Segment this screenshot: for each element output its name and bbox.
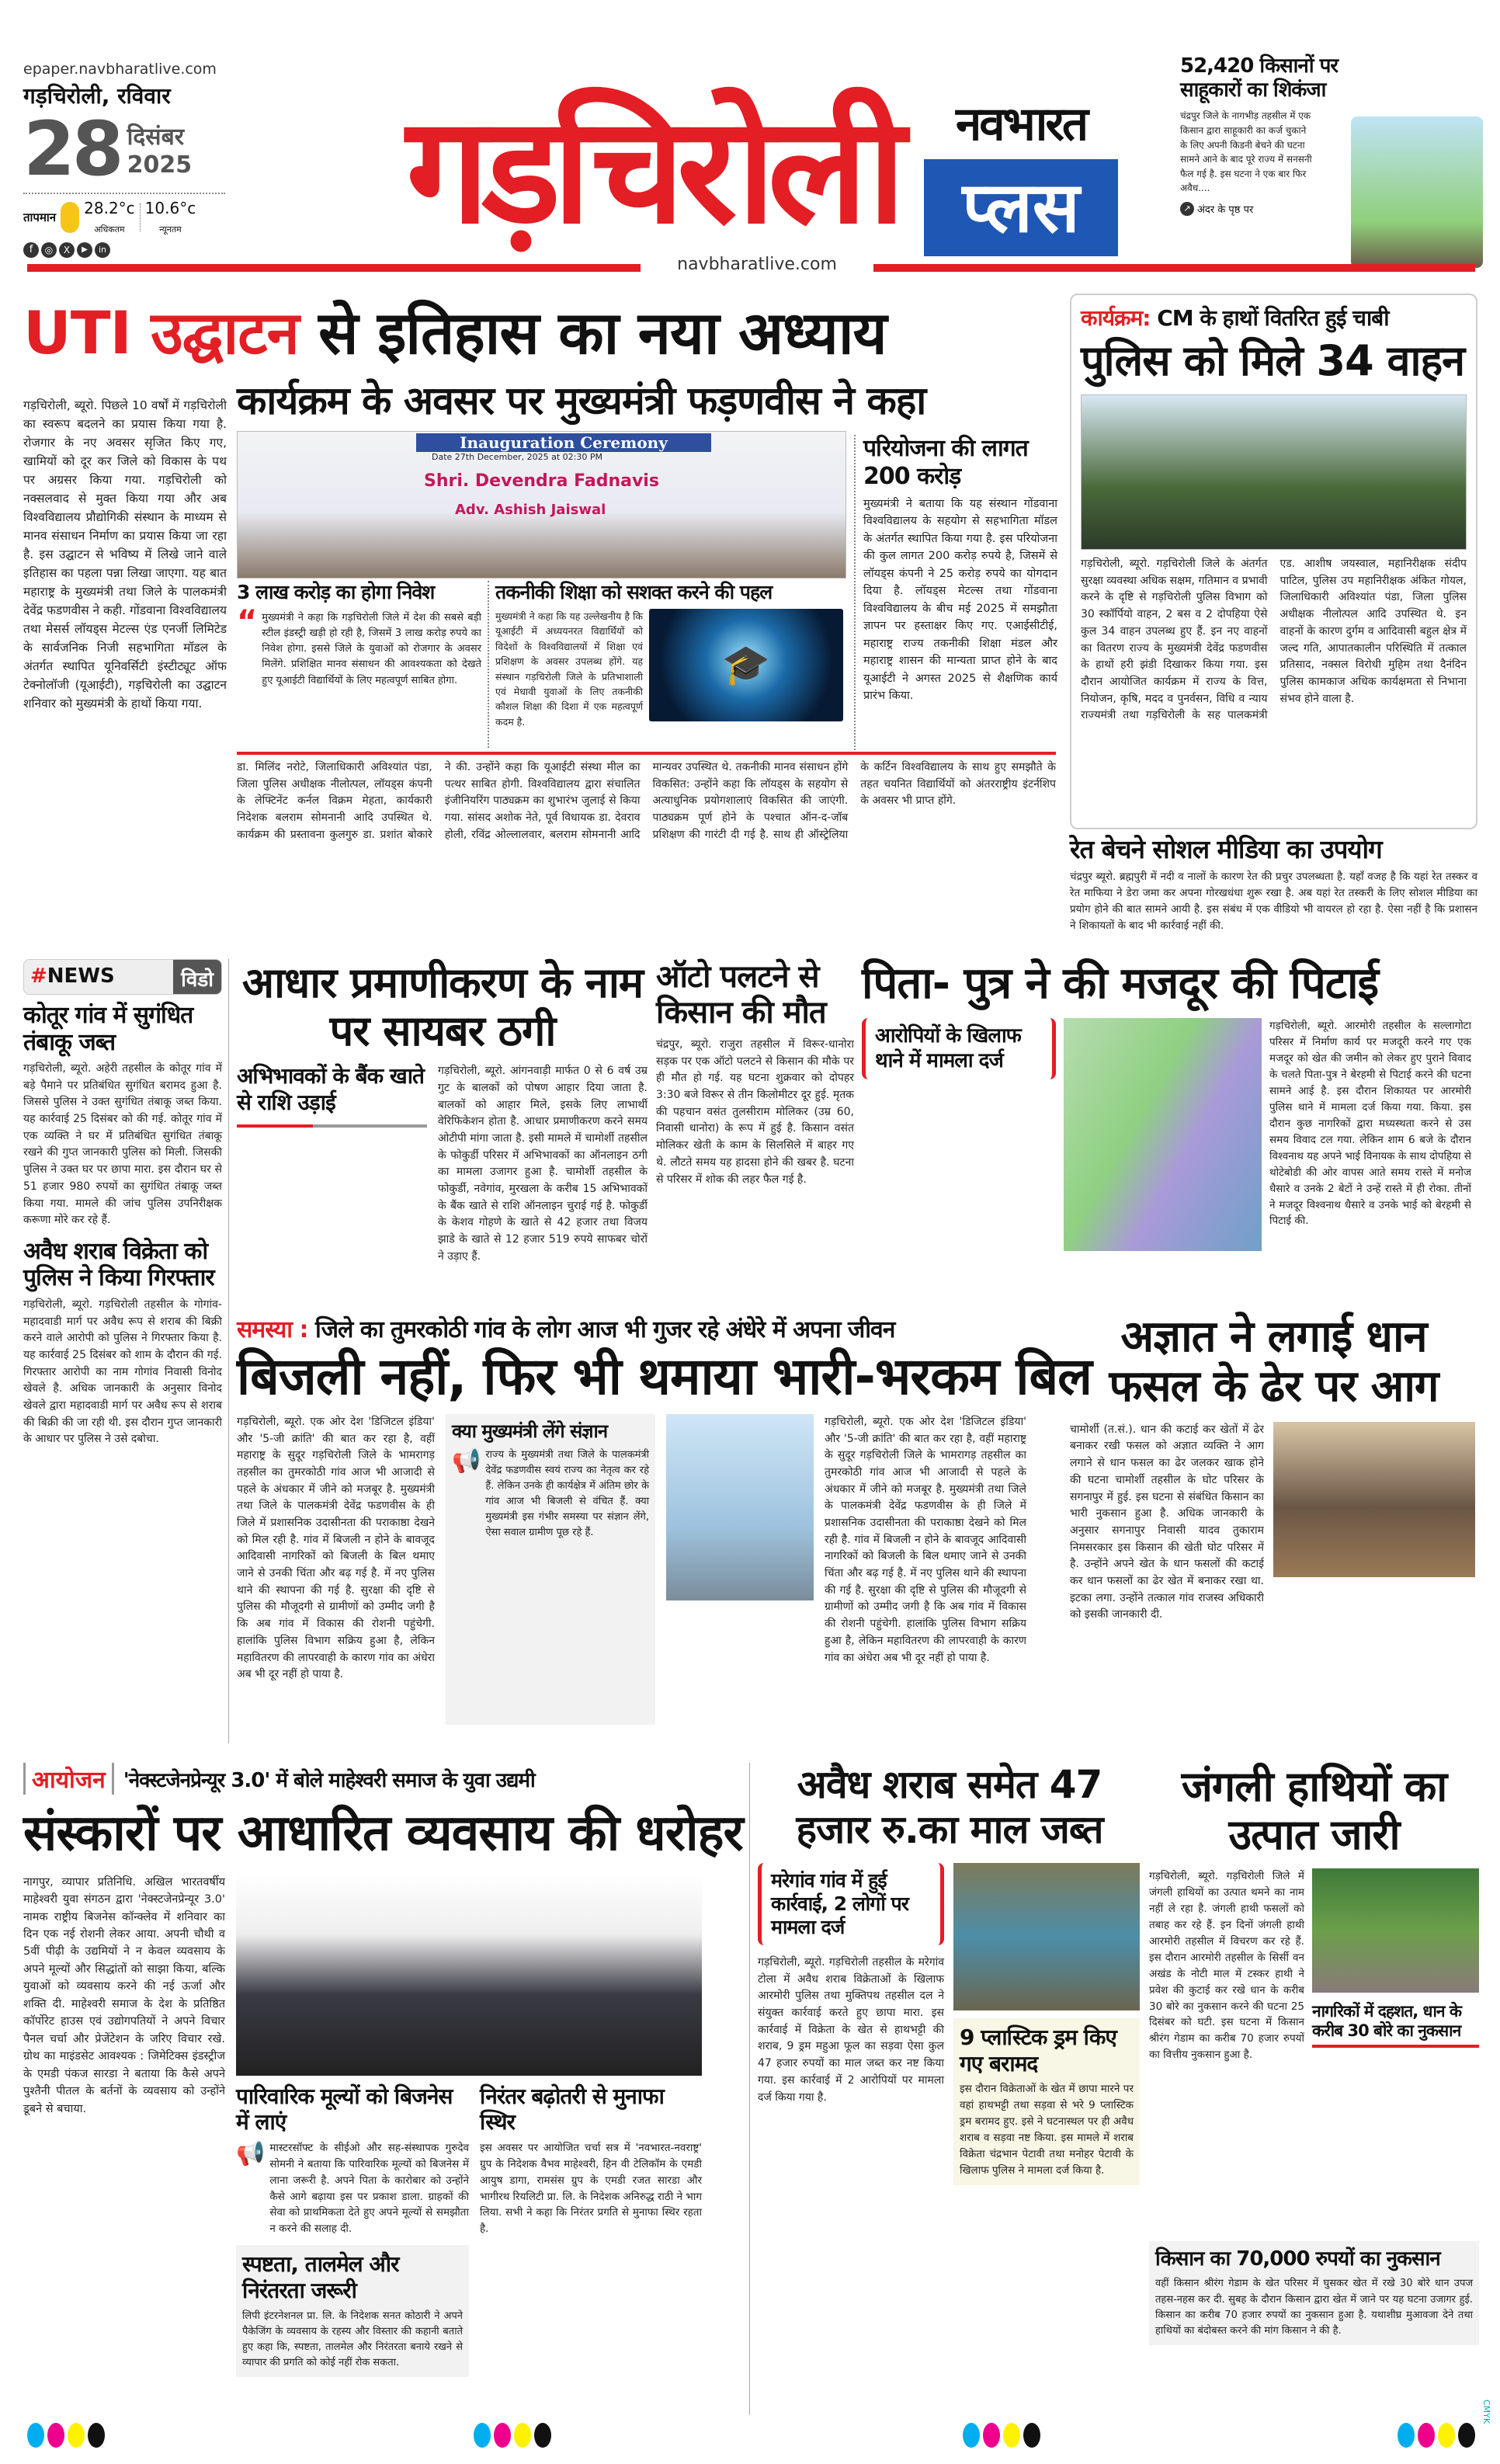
aadhar-subhead: अभिभावकों के बैंक खाते से राशि उड़ाई: [237, 1063, 424, 1115]
liquor-arrest-text: गड़चिरोली, ब्यूरो. गड़चिरोली तहसील के गोगांव- महादवाडी मार्ग पर अवैध रूप से शराब की बिक्री करने वाले आरोपी को पुलिस ने गिरफ्तार किया है. यह कार्रवाई 25 दिसंबर को शाम के दौरान की गई. गिरफ्तार आरोपी का नाम गोगांव निवासी विनोद खेवले है. अधिक जानकारी के अनुसार विनोद खेवले द्वारा महादवाडी मार्ग पर अवैध रूप से शराब की बिक्री की जा रही थी. इस दौरान गुप्त जानकारी के आधार पर पुलिस ने उसे दबोचा.: [23, 1298, 222, 1446]
registration-marks-2: [474, 2423, 551, 2448]
lead-headline: [23, 299, 1064, 367]
lead-intro: गड़चिरोली, ब्यूरो. पिछले 10 वर्षों में गड़चिरोली का स्वरूप बदलने का प्रयास किया गया है. रोजगार के नए अवसर सृजित किए गए, खामियों को दूर कर जिले को विकास के पथ पर अग्रसर किया गया. गड़चिरोली को नक्सलवाद से मुक्त किया गया और अब विश्वविद्यालय प्रौद्योगिकी संस्थान के माध्यम से मानव संसाधन निर्माण का प्रयास किया जा रहा है. इस उद्घाटन से भविष्य में लिखे जाने वाले इतिहास का पहला पन्ना लिखा जाएगा. यह बात महाराष्ट्र के मुख्यमंत्री तथा जिले के पालकमंत्री देवेंद्र फडणवीस ने कही. गोंडवाना विश्वविद्यालय तथा मेसर्स लॉयड्स मेटल्स एंड एनर्जी लिमिटेड के सार्वजनिक निजी सहभागिता मॉडल के अंतर्गत स्थापित यूनिवर्सिटी इंस्टीट्यूट ऑफ टेक्नोलॉजी (यूआईटी), गड़चिरोली का उद्घाटन शनिवार को मुख्यमंत्री के हाथों किया गया.: [23, 398, 227, 711]
police-vehicles-story: [1070, 294, 1477, 829]
news-tag: विडो: [173, 960, 221, 994]
police-ceremony-photo: [1081, 394, 1467, 550]
lead-divider: [237, 752, 1056, 755]
labour-headline: पिता- पुत्र ने की मजदूर की पिटाई: [862, 958, 1378, 1009]
lead-subhead: कार्यक्रम के अवसर पर मुख्यमंत्री फड़णवीस ने कहा: [237, 378, 926, 423]
x-icon[interactable]: X: [59, 242, 75, 258]
temp-min-label: न्यूनतम: [159, 224, 182, 235]
registration-marks-1: [27, 2423, 105, 2448]
teaser-text: चंद्रपुर जिले के नागभीड़ तहसील में एक किसान द्वारा साहूकारी का कर्ज चुकाने के लिए अपनी किडनी बेचने की घटना सामने आने के बाद पूरे राज्य में सनसनी फैल गई है. इस घटना ने एक बार फिर अवैध....: [1180, 110, 1312, 194]
temperature: [23, 199, 241, 236]
paddy-headline: अज्ञात ने लगाई धान फसल के ढेर पर आग: [1109, 1312, 1439, 1413]
site-link[interactable]: epaper.navbharatlive.com: [23, 61, 217, 78]
police-headline: पुलिस को मिले 34 वाहन: [1081, 336, 1465, 385]
masthead-rule-right: [873, 264, 1475, 272]
photo-guest-text: Adv. Ashish Jaiswal: [455, 502, 606, 518]
date-day: 28: [23, 106, 121, 193]
event-kicker: आयोजन: [23, 1763, 114, 1795]
news-label: NEWS: [47, 964, 115, 988]
family-values-title: पारिवारिक मूल्यों को बिजनेस में लाएं: [236, 2083, 453, 2136]
event-headline: संस्कारों पर आधारित व्यवसाय की धरोहर: [23, 1805, 743, 1862]
instagram-icon[interactable]: ◎: [41, 242, 57, 258]
electricity-kicker: समस्या :: [237, 1316, 308, 1343]
social-links: [23, 242, 241, 258]
labour-assault-story: [862, 959, 1479, 1285]
elephant-story: [1149, 1763, 1479, 2415]
project-cost-text: मुख्यमंत्री ने बताया कि यह संस्थान गोंडवाना विश्वविद्यालय के सहयोग से सहभागिता मॉडल के अंतर्गत स्थापित किया गया है. इस परियोजना की कुल लागत 200 करोड़ रुपये है, जिसमें से लॉयड्स कंपनी ने 25 करोड़ रुपये का योगदान दिया है. लॉयड्स मेटल्स तथा गोंडवाना विश्वविद्यालय के बीच मई 2025 में समझौता ज्ञापन पर हस्ताक्षर किए गए. एआईसीटीई, महाराष्ट्र राज्य तकनीकी शिक्षा मंडल और महाराष्ट्र शासन की मान्यता प्राप्त होने के बाद यूआईटी ने अगस्त 2025 से शैक्षणिक कार्य प्रारंभ किया.: [863, 498, 1057, 703]
clarity-text: लिपी इंटरनेशनल प्रा. लि. के निदेशक सनत कोठारी ने अपने पैकेजिंग के व्यवसाय के रहस्य और विस्तार की कहानी बताते हुए कहा कि, स्पष्टता, तालमेल और निरंतरता बनाये रखने से व्यापार की प्रगति को कोई नहीं रोक सकता.: [242, 2309, 463, 2368]
aadhar-headline: आधार प्रमाणीकरण के नाम पर सायबर ठगी: [241, 958, 644, 1056]
teaser-more-link[interactable]: अंदर के पृष्ठ पर: [1197, 203, 1254, 216]
date-month: दिसंबर: [127, 123, 184, 151]
clarity-title: स्पष्टता, तालमेल और निरंतरता जरूरी: [242, 2251, 399, 2303]
photo-name-text: Shri. Devendra Fadnavis: [424, 471, 659, 491]
brand-bottom: प्लस: [924, 159, 1118, 256]
temp-min: 10.6°c: [144, 199, 196, 217]
liquor-arrest-headline: अवैध शराब विक्रेता को पुलिस ने किया गिरफ्तार: [23, 1237, 214, 1292]
tobacco-headline: कोतूर गांव में सुगंधित तंबाकू जब्त: [23, 1002, 193, 1056]
sand-headline: रेत बेचने सोशल मीडिया का उपयोग: [1070, 834, 1382, 864]
elephant-text: गड़चिरोली, ब्यूरो. गड़चिरोली जिले में जंगली हाथियों का उत्पात थमने का नाम नहीं ले रहा है. जंगली हाथी फसलों को तबाह कर रहे हैं. इन दिनों जंगली हाथी आरमोरी तहसील में विचरण कर रहे हैं. इस दौरान आरमोरी तहसील के सिर्सी वन अखंड के नोटी माल में टस्कर हाथी ने प्रवेश की कुटाई कर रखे धान के करीब 30 बोरे का नुकसान करने की घटना 25 दिसंबर को घटी. इस घटना में किसान श्रीरंग गेडाम का करीब 70 हजार रुपयों का वित्तीय नुकसान हुआ है.: [1149, 1870, 1304, 2062]
farmer-well-illustration: [1351, 116, 1483, 268]
project-cost-column: [854, 435, 1057, 753]
photo-date-text: Date 27th December, 2025 at 02:30 PM: [432, 452, 602, 462]
steady-profit-text: इस अवसर पर आयोजित चर्चा सत्र में 'नवभारत-नवराष्ट्र' ग्रुप के निदेशक वैभव माहेश्वरी, हिन वी टेलिकॉम के एमडी आयुष डागा, रामसंस ग्रुप के एमडी रजत सारडा और भागीरथ रियलिटी प्रा. लि. के निदेशक अनिरुद्ध राठी ने भाग लिया. सभी ने कहा कि निरंतर प्रगति से मुनाफा स्थिर रहता है.: [480, 2141, 702, 2236]
linkedin-icon[interactable]: in: [95, 242, 110, 258]
website-url[interactable]: navbharatlive.com: [677, 255, 837, 274]
temp-label: तापमान: [23, 210, 57, 224]
temp-max: 28.2°c: [84, 199, 135, 217]
cm-notice-text: राज्य के मुख्यमंत्री तथा जिले के पालकमंत्री देवेंद्र फडणवीस स्वयं राज्य का नेतृत्व कर रहे हैं. लेकिन उनके ही कार्यक्षेत्र में अंतिम छोर के गांव आज भी बिजली से वंचित हैं. क्या मुख्यमंत्री इस गंभीर समस्या पर संज्ञान लेंगे, ऐसा सवाल ग्रामीण पूछ रहे हैं.: [485, 1448, 649, 1539]
hash-icon: #: [30, 964, 47, 988]
panel-discussion-photo: [236, 1874, 702, 2076]
paddy-fire-story: [1070, 1312, 1477, 1743]
auto-accident-story: [656, 959, 854, 1285]
technical-education-box: [488, 581, 849, 748]
teaser-box[interactable]: [1180, 54, 1483, 268]
investment-text: मुख्यमंत्री ने कहा कि गड़चिरोली जिले में देश की सबसे बड़ी स्टील इंडस्ट्री खड़ी हो रही है, जिसमें 3 लाख करोड़ रुपये का निवेश होगा. इससे जिले के युवाओं को रोजगार के अवसर मिलेंगे. प्रशिक्षित मानव संसाधन की आवश्यकता को देखते हुए यूआईटी विद्यार्थियों के लिए महत्वपूर्ण साबित होगा.: [262, 612, 481, 686]
electricity-headline: बिजली नहीं, फिर भी थमाया भारी-भरकम बिल: [237, 1347, 1092, 1406]
electricity-kicker-text: जिले का तुमरकोठी गांव के लोग आज भी गुजर रहे अंधेरे में अपना जीवन: [314, 1316, 895, 1343]
assault-illustration: [1064, 1018, 1262, 1251]
elephant-photo: [1312, 1868, 1479, 1993]
aadhar-text: गड़चिरोली, ब्यूरो. आंगनवाड़ी मार्फत 0 से 6 वर्ष उम्र गुट के बालकों को पोषण आहार दिया जाता है. बालकों को आहार मिले, इसके लिए लाभार्थी वेरिफिकेशन होता है. आधार प्रमाणीकरण करने समय ओटीपी मांगा जाता है. इसी मामले में चामोर्शी तहसील के फोकुर्डी परिसर में अभिभावकों का ऑनलाइन ठगी का मामला उजागर हुआ है. चामोर्शी तहसील के फोकुर्डी, नवेगांव, मुरखला के करीब 15 अभिभावकों के बैंक खाते से राशि ऑनलाइन चुराई गई है. फोकुर्डी के केशव गोहणे के खाते से 42 हजार तथा विजय झाडे के खाते से 12 हजार 519 रुपये साफबर चोरों ने उड़ाए हैं.: [438, 1065, 648, 1263]
event-kicker-text: 'नेक्स्टजेनप्रेन्यूर 3.0' में बोले माहेश्वरी समाज के युवा उद्यमी: [123, 1768, 535, 1792]
seizure-box: मरेगांव गांव में हुई कार्रवाई, 2 लोगों पर मामला दर्ज: [758, 1863, 944, 1945]
family-values-text: मास्टरसॉफ्ट के सीईओ और सह-संस्थापक गुरुदेव सोमनी ने बताया कि पारिवारिक मूल्यों को बिजनेस में लाना जरूरी है. अपने पिता के कारोबार को उन्होंने कैसे आगे बढ़ाया इस पर प्रकाश डाला. ग्राहकों की सेवा को प्राथमिकता देते हुए अपने मूल्यों से समझौता न करने की सलाह दी.: [269, 2141, 469, 2236]
farmer-loss-title: किसान का 70,000 रुपयों का नुकसान: [1155, 2247, 1440, 2271]
registration-marks-3: [963, 2423, 1040, 2448]
electricity-text: गड़चिरोली, ब्यूरो. एक ओर देश 'डिजिटल इंडिया' और '5-जी क्रांति' की बात कर रहा है, वहीं महाराष्ट्र के सुदूर गड़चिरोली जिले के भामरागड़ तहसील का तुमरकोठी गांव आज भी आजादी से पहले के अंधकार में जीने को मजबूर है. मुख्यमंत्री तथा जिले के पालकमंत्री देवेंद्र फडणवीस के ही जिले में प्रशासनिक उदासीनता की पराकाष्ठा देखने को मिल रही है. गांव में बिजली न होने के बावजूद आदिवासी नागरिकों को बिजली के बिल थमाए जाने से उनकी चिंता और बढ़ गई है. में नए पुलिस थाने की स्थापना की गई है. सुरक्षा की दृष्टि से पुलिस की मौजूदगी से ग्रामीणों को उम्मीद जगी है कि अब गांव में विकास की रोशनी पहुंचेगी. हालांकि पुलिस विभाग सक्रिय हुआ है, लेकिन महावितरण की लापरवाही के कारण गांव का अंधेरा अब भी दूर नहीं हो पाया है.: [237, 1415, 435, 1681]
drums-title: 9 प्लास्टिक ड्रम किए गए बरामद: [960, 2024, 1116, 2077]
cm-notice-title: क्या मुख्यमंत्री लेंगे संज्ञान: [452, 1420, 608, 1442]
aadhar-fraud-story: [237, 959, 648, 1285]
investment-title: 3 लाख करोड़ का होगा निवेश: [237, 581, 435, 603]
photo-banner-text: Inauguration Ceremony: [416, 433, 711, 452]
technical-education-text: मुख्यमंत्री ने कहा कि यह उल्लेखनीय है कि यूआईटी में अध्ययनरत विद्यार्थियों को विदेशों के विश्वविद्यालयों में शिक्षा एवं प्रशिक्षण के अवसर उपलब्ध होंगे. यह संस्थान गड़चिरोली जिले के प्रतिभाशाली एवं मेधावी युवाओं के लिए तकनीकी कौशल शिक्षा की दिशा में एक महत्वपूर्ण कदम है.: [495, 610, 643, 728]
seizure-text: गड़चिरोली, ब्यूरो. गड़चिरोली तहसील के मरेगांव टोला में अवैध शराब विक्रेताओं के खिलाफ आरमोरी पुलिस तथा मुक्तिपथ तहसील दल ने संयुक्त कार्रवाई करते हुए छापा मारा. इस कार्रवाई में विक्रेता के खेत से हाथभट्टी की शराब, 9 ड्रम महुआ फूल का सड़वा ऐसा कुल 47 हजार रुपयों का माल जब्त कर नष्ट किया गया. इस कार्रवाई में 2 आरोपियों पर मामला दर्ज किया गया है.: [758, 1956, 944, 2104]
electricity-text-continued: गड़चिरोली, ब्यूरो. एक ओर देश 'डिजिटल इंडिया' और '5-जी क्रांति' की बात कर रहा है, वहीं महाराष्ट्र के सुदूर गड़चिरोली जिले के भामरागड़ तहसील का तुमरकोठी गांव आज भी आजादी से पहले के अंधकार में जीने को मजबूर है. मुख्यमंत्री तथा जिले के पालकमंत्री देवेंद्र फडणवीस के ही जिले में प्रशासनिक उदासीनता की पराकाष्ठा देखने को मिल रही है. गांव में बिजली न होने के बावजूद आदिवासी नागरिकों को बिजली के बिल थमाए जाने से उनकी चिंता और बढ़ गई है. में नए पुलिस थाने की स्थापना की गई है. सुरक्षा की दृष्टि से पुलिस की मौजूदगी से ग्रामीणों को उम्मीद जगी है कि अब गांव में विकास की रोशनी पहुंचेगी. हालांकि पुलिस विभाग सक्रिय हुआ है, लेकिन महावितरण की लापरवाही के कारण गांव का अंधेरा अब भी दूर नहीं हो पाया है.: [825, 1415, 1026, 1664]
lead-headline-highlight: UTI उद्घाटन: [23, 298, 299, 367]
police-kicker: कार्यक्रम:: [1081, 305, 1151, 331]
teaser-title: 52,420 किसानों पर साहूकारों का शिकंजा: [1180, 54, 1339, 103]
elephant-subhead: नागरिकों में दहशत, धान के करीब 30 बोरे का नुकसान: [1312, 2002, 1479, 2047]
temp-max-label: अधिकतम: [94, 224, 125, 235]
electric-pole-photo: [666, 1414, 814, 1600]
liquor-seizure-story: [749, 1763, 1141, 2415]
lead-headline-text: से इतिहास का नया अध्याय: [318, 298, 887, 367]
labour-box: आरोपियों के खिलाफ थाने में मामला दर्ज: [862, 1018, 1056, 1079]
drums-text: इस दौरान विक्रेताओं के खेत में छापा मारने पर वहां हाथभट्टी तथा सड़वा से भरे 9 प्लास्टिक ड्रम बरामद हुए. इसे ने घटनास्थल पर ही अवैध शराब व सड़वा नष्ट किया. इस मामले में शराब विक्रेता चंद्रभान पेटावी तथा मनोहर पेटावी के खिलाफ पुलिस ने मामला दर्ज किया है.: [960, 2083, 1134, 2177]
newspaper-logo: गड़चिरोली: [406, 85, 898, 256]
facebook-icon[interactable]: f: [23, 242, 39, 258]
farmer-loss-text: वहीं किसान श्रीरंग गेडाम के खेत परिसर में घुसकर खेत में रखे 30 बोरे धान उपज तहस-नहस कर दी. सुबह के दौरान किसान द्वारा खेत में जाने पर यह घटना उजागर हुई. किसान का करीब 70 हजार रुपयों का नुकसान हुआ है. यथाशीघ्र मुआवजा देने तथा हाथियों का बंदोबस्त करने की मांग किसान ने की है.: [1155, 2278, 1473, 2337]
quote-icon: “: [237, 604, 258, 640]
news-badge: [23, 959, 222, 995]
auto-text: चंद्रपुर, ब्यूरो. राजुरा तहसील में विरूर-धानोरा सड़क पर एक ऑटो पलटने से किसान की मौके पर ही मौत हो गई. यह घटना शुक्रवार को दोपहर 3:30 बजे विरूर से तीन किलोमीटर दूर हुई. मृतक की पहचान वसंत तुलसीराम मोलिकर (उम्र 60, निवासी धानोरा) के रूप में हुई है. किसान वसंत मोलिकर खेती के काम के सिलसिले में बाहर गए थे. लौटते समय यह हादसा होने की खबर है. घटना से परिसर में शोक की लहर फैल गई है.: [656, 1038, 854, 1186]
masthead-left: [23, 61, 241, 258]
left-rail: [23, 959, 229, 1743]
project-cost-title: परियोजना की लागत 200 करोड़: [863, 435, 1028, 490]
inauguration-photo: [237, 431, 846, 579]
graduation-cap-graphic: 🎓: [649, 609, 843, 721]
youtube-icon[interactable]: ▶: [77, 242, 92, 258]
lead-body: डा. मिलिंद नरोटे, जिलाधिकारी अविश्यांत पंडा, जिला पुलिस अधीक्षक नीलोत्पल, लॉयड्स कंपनी के लेफ्टिनेंट कर्नल विक्रम मेहता, कार्यकारी निदेशक बलराम सोमनानी आदि उपस्थित थे. कार्यक्रम की प्रस्तावना कुलगुरु डा. प्रशांत बोकारे ने की. उन्होंने कहा कि यूआईटी संस्था मील का पत्थर साबित होगी. विश्वविद्यालय द्वारा संचालित इंजीनियरिंग पाठ्यक्रम का शुभारंभ जुलाई से किया गया. सांसद अशोक नेते, पूर्व विधायक डा. देवराव होली, रविंद्र ओल्लालवार, बलराम सोमनानी आदि मान्यवर उपस्थित थे. तकनीकी मानव संसाधन होंगे विकसित: उन्होंने कहा कि लॉयड्स के सहयोग से अत्याधुनिक प्रयोगशालाएं विकसित की जाएंगी. पाठ्यक्रम पूर्ण होने के पश्चात ऑन-द-जॉब प्रशिक्षण की गारंटी दी गई है. साथ ही ऑस्ट्रेलिया के कर्टिन विश्वविद्यालय के साथ हुए समझौते के तहत चयनित विद्यार्थियों को अंतरराष्ट्रीय इंटर्नशिप के अवसर भी प्राप्त होंगे.: [237, 761, 1056, 841]
paddy-text: चामोर्शी (त.सं.). धान की कटाई कर खेतों में ढेर बनाकर रखी फसल को अज्ञात व्यक्ति ने आग लगाने से धान फसल का ढेर जलकर खाक होने की घटना चामोर्शी तहसील के घोट परिसर के सगनापुर में हुई. इस घटना से संबंधित किसान का भारी नुकसान हुआ है. अधिक जानकारी के अनुसार सगनापुर निवासी यादव तुकाराम निमसरकार इस किसान की खेती घोट परिसर में है. उन्होंने अपने खेत के धान फसलों की कटाई कर धान फसलों का ढेर खेत में बनाकर रखा था. इटका लगा. उन्होंने तत्काल गांव राजस्व अधिकारी को इसकी जानकारी दी.: [1070, 1423, 1264, 1621]
edition-label: गड़चिरोली, रविवार: [23, 83, 171, 109]
sand-social-media-story: [1070, 835, 1477, 951]
sand-text: चंद्रपुर ब्यूरो. ब्रह्मपुरी में नदी व नालों के कारण रेत की प्रचुर उपलब्धता है. यहाँ वजह है कि यहां रेत तस्कर व रेत माफिया ने डेरा जमा कर अपना गोरखधंधा शुरू रखा है. अब यहां रेत तस्करी के लिए सोशल मीडिया का प्रयोग होने की बात सामने आयी है. इस संबंध में एक वीडियो भी वायरल हो रहा है. ऐसा नहीं है कि प्रशासन ने शिकायतों के बाद भी कार्रवाई नहीं की.: [1070, 870, 1477, 932]
investment-box: [237, 581, 481, 748]
megaphone-icon: 📢: [452, 1447, 481, 1475]
date-year: 2025: [127, 151, 193, 179]
arrow-icon: ↗: [1180, 202, 1194, 216]
registration-marks-4: [1398, 2423, 1475, 2448]
megaphone-icon: 📢: [236, 2139, 266, 2167]
cmyk-label: CMYK: [1481, 2400, 1491, 2424]
masthead-rule-left: [27, 264, 641, 272]
business-conclave-story: [23, 1763, 741, 2415]
electricity-story: [237, 1312, 1092, 1743]
seizure-headline: अवैध शराब समेत 47 हजार रु.का माल जब्त: [796, 1762, 1103, 1852]
steady-profit-title: निरंतर बढ़ोतरी से मुनाफा स्थिर: [480, 2083, 664, 2136]
auto-headline: ऑटो पलटने से किसान की मौत: [656, 959, 826, 1030]
police-text: गड़चिरोली, ब्यूरो. गड़चिरोली जिले के अंतर्गत सुरक्षा व्यवस्था अधिक सक्षम, गतिमान व प्रभावी करने के दृष्टि से गड़चिरोली पुलिस विभाग को 30 स्कॉर्पियो वाहन, 2 बस व 2 दोपहिया ऐसे कुल 34 वाहन उपलब्ध हुए हैं. इन नए वाहनों का वितरण राज्य के मुख्यमंत्री देवेंद्र फडणवीस के हाथों हरी झंडी दिखाकर किया गया. इस दौरान आयोजित कार्यक्रम में राज्य के वित्त, नियोजन, कृषि, मदद व पुनर्वसन, विधि व न्याय राज्यमंत्री तथा गड़चिरोली के सह पालकमंत्री एड. आशीष जयस्वाल, महानिरीक्षक संदीप पाटिल, पुलिस उप महानिरीक्षक अंकित गोयल, जिलाधिकारी अविश्यांत पंडा, जिला पुलिस अधीक्षक नीलोत्पल आदि उपस्थित थे. इन वाहनों के कारण दुर्गम व आदिवासी बहुल क्षेत्र में जल्द गति, आपातकालीन परिस्थिति में तत्काल प्रतिसाद, नक्सल विरोधी मुहिम तथा दैनंदिन पुलिस कामकाज अधिक कार्यक्षमता से निभाना संभव होने वाला है.: [1081, 558, 1467, 722]
technical-education-title: तकनीकी शिक्षा को सशक्त करने की पहल: [495, 581, 773, 603]
elephant-headline: जंगली हाथियों का उत्पात जारी: [1181, 1762, 1447, 1860]
tobacco-text: गड़चिरोली, ब्यूरो. अहेरी तहसील के कोतूर गांव में बड़े पैमाने पर प्रतिबंधित सुगंधित बरामद हुआ है. जिससे पुलिस ने उक्त सुगंधित तंबाकू जब्त किया. यह कार्रवाई 25 दिसंबर को की गई. कोतूर गांव में एक व्यक्ति ने घर में प्रतिबंधित सुगंधित तंबाकू रखने की गुप्त जानकारी पुलिस को मिली. जिसकी पुलिस ने उक्त घर पर छापा मारा. इस दौरान घर से 51 हजार 980 रुपयों का सुगंधित तंबाकू जब्त किया गया. मामले की जांच पुलिस उपनिरीक्षक करूणा मोरे कर रहे हैं.: [23, 1062, 222, 1227]
labour-text: गड़चिरोली, ब्यूरो. आरमोरी तहसील के सल्लागोटा परिसर में निर्माण कार्य पर मजदूरी करने गए एक मजदूर को खेत की जमीन को लेकर हुए पुराने विवाद के चलते पिता-पुत्र ने बेरहमी से पिटाई करने की घटना सामने आई है. इस दौरान शिकायत पर आरमोरी पुलिस थाने में मामला दर्ज किया गया. किया. इस दौरान कुछ नागरिकों द्वारा मध्यस्थता करने से उस समय विवाद टल गया. लेकिन शाम 6 बजे के दौरान विश्वनाथ यह अपने भाई विनायक के साथ दोपहिया से थोटेबोडी की ओर वापस आते समय रास्ते में मनोज धैसारे व उनके 2 बेटों ने उन्हें रास्ते में ही रोका. तीनों ने मजदूर विश्वनाथ धैसारे व उनके भाई को बेरहमी से पिटाई की.: [1269, 1020, 1471, 1228]
plastic-drums-photo: [953, 1863, 1140, 2010]
thermometer-icon: [61, 202, 79, 233]
police-kicker-text: CM के हाथों वितरित हुई चाबी: [1157, 305, 1389, 331]
event-text: नागपुर, व्यापार प्रतिनिधि. अखिल भारतवर्षीय माहेश्वरी युवा संगठन द्वारा 'नेक्स्टजेनप्रेन्यूर 3.0' नामक राष्ट्रीय बिजनेस कॉन्क्लेव में शनिवार का दिन एक नई रोशनी लेकर आया. अपनी चौथी व 5वीं पीढ़ी के उद्यमियों ने न केवल व्यवसाय के अपने मूल्यों और सिद्धांतों को साझा किया, बल्कि युवाओं को व्यवसाय करने की नई ऊर्जा और शक्ति दी. माहेश्वरी समाज के देश के प्रतिष्ठित कॉर्पोरेट हाउस एवं उद्योगपतियों ने अपने विचार पैनल चर्चा और प्रेजेंटेशन के जरिए विचार रखे. ग्रोथ का माइंडसेट आवश्यक : जिमेटिक्स इंडस्ट्रीज के एमडी पंकज सारडा ने बताया कि कैसे अपने पुश्तैनी पीतल के बर्तनों के व्यवसाय को उन्होंने डूबने से बचाया.: [23, 1875, 225, 2115]
brand-top: नवभारत: [955, 97, 1087, 151]
burnt-paddy-photo: [1273, 1422, 1475, 1577]
